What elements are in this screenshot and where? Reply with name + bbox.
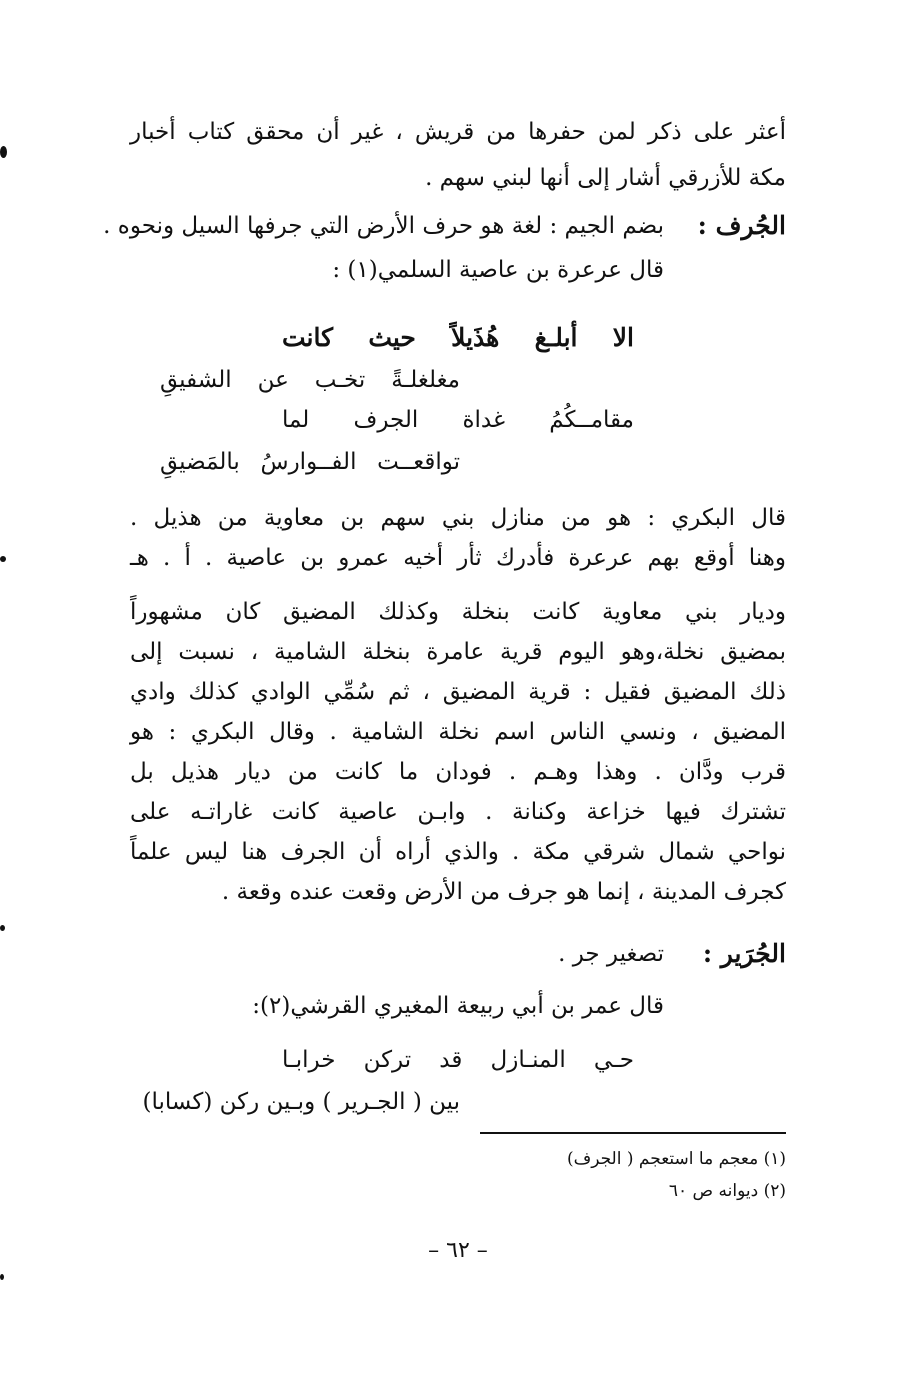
intro-line-2: مكة للأزرقي أشار إلى أنها لبني سهم .: [425, 165, 786, 191]
paragraph-line: المضيق ، ونسي الناس اسم نخلة الشامية . وقال البكري : هو: [130, 719, 786, 745]
jurayr-definition: تصغير جر .: [558, 941, 664, 967]
poem1-verse-3: مقامــكُمُ غداة الجرف لما: [282, 407, 634, 433]
paragraph-line: كجرف المدينة ، إنما هو جرف من الأرض وقعت عنده وقعة .: [221, 879, 786, 905]
intro-line-1: أعثر على ذكر لمن حفرها من قريش ، غير أن محقق كتاب أخبار: [130, 119, 786, 145]
scan-margin-mark: [0, 146, 7, 158]
paragraph-line: قرب ودَّان . وهذا وهـم . فودان ما كانت من ديار هذيل بل: [130, 759, 786, 785]
scan-margin-mark: [0, 1274, 4, 1280]
paragraph-line: ذلك المضيق فقيل : قرية المضيق ، ثم سُمِّي الوادي كذلك وادي: [130, 679, 786, 705]
poem1-verse-2: مغلغلـةً تخـب عن الشفيقِ: [160, 367, 460, 393]
page-number: – ٦٢ –: [428, 1238, 488, 1263]
paragraph-line: بمضيق نخلة،وهو اليوم قرية عامرة بنخلة الشامية ، نسبت إلى: [130, 639, 786, 665]
entry-term-jurf: الجُرف :: [697, 211, 786, 240]
paragraph-line: نواحي شمال شرقي مكة . والذي أراه أن الجرف هنا ليس علماً: [130, 839, 786, 865]
poem1-verse-1: الا أبلـغ هُذَيلاً حيث كانت: [282, 323, 634, 352]
poem2-verse-2: بين ( الجـرير ) وبـين ركن (كسابا): [142, 1089, 460, 1115]
poem1-verse-4: تواقعــت الفــوارسُ بالمَضيقِ: [160, 449, 460, 475]
paragraph-line: وديار بني معاوية كانت بنخلة وكذلك المضيق كان مشهوراً: [130, 599, 786, 625]
footnote-2: (٢) ديوانه ص ٦٠: [668, 1181, 786, 1201]
jurf-quote-intro: قال عرعرة بن عاصية السلمي(١) :: [332, 257, 664, 283]
jurf-definition: بضم الجيم : لغة هو حرف الأرض التي جرفها السيل ونحوه .: [103, 213, 664, 239]
bakri-line-2: وهنا أوقع بهم عرعرة فأدرك ثأر أخيه عمرو بن عاصية . أ . هـ: [130, 545, 786, 571]
scan-margin-mark: [0, 925, 5, 931]
footnote-separator: [480, 1132, 786, 1134]
paragraph-line: تشترك فيها خزاعة وكنانة . وابـن عاصية كانت غاراتـه على: [130, 799, 786, 825]
poem2-verse-1: حـي المنـازل قد تركن خرابـا: [282, 1047, 634, 1073]
scan-margin-mark: [0, 556, 6, 562]
footnote-1: (١) معجم ما استعجم ( الجرف): [566, 1149, 786, 1169]
entry-term-jurayr: الجُرَير :: [702, 939, 786, 968]
bakri-line-1: قال البكري : هو من منازل بني سهم بن معاوية من هذيل .: [130, 505, 786, 531]
jurayr-quote-intro: قال عمر بن أبي ربيعة المغيري القرشي(٢):: [252, 993, 664, 1019]
